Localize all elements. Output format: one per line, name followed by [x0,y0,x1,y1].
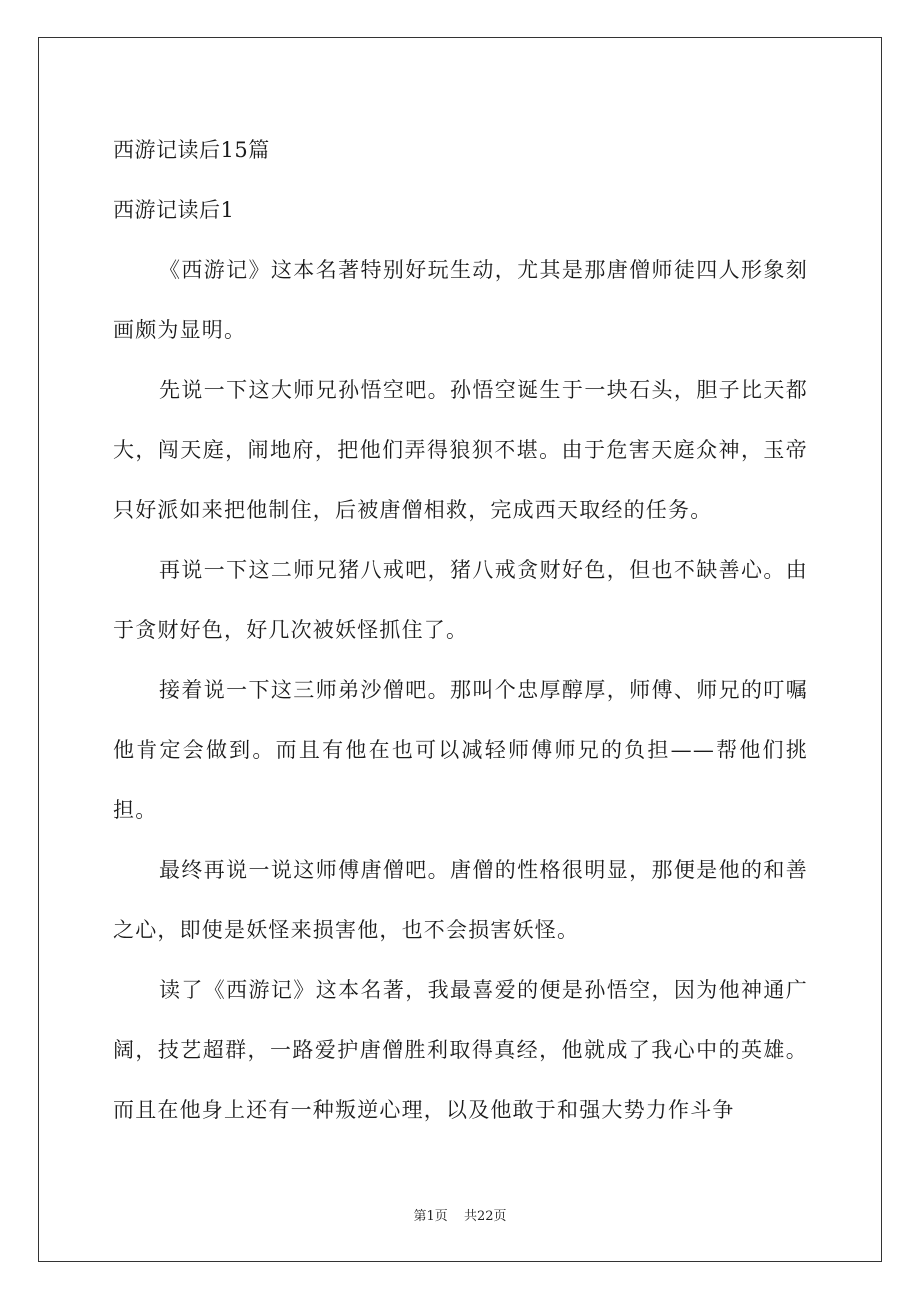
page-number: 第1页 [413,1209,448,1224]
paragraph-zhu-bajie: 再说一下这二师兄猪八戒吧，猪八戒贪财好色，但也不缺善心。由于贪财好色，好几次被妖怪抓住了。 [113,558,808,642]
section-heading: 西游记读后1 [113,198,235,222]
paragraph-tang-seng: 最终再说一说这师傅唐僧吧。唐僧的性格很明显，那便是他的和善之心，即使是妖怪来损害他，也不会损害妖怪。 [113,858,808,942]
document-title: 西游记读后15篇 [113,138,270,162]
document-body [113,120,808,1140]
paragraph-sha-seng: 接着说一下这三师弟沙僧吧。那叫个忠厚醇厚，师傅、师兄的叮嘱他肯定会做到。而且有他在也可以减轻师傅师兄的负担——帮他们挑担。 [113,678,808,822]
paragraph-conclusion: 读了《西游记》这本名著，我最喜爱的便是孙悟空，因为他神通广阔，技艺超群，一路爱护唐僧胜利取得真经，他就成了我心中的英雄。而且在他身上还有一种叛逆心理，以及他敢于和强大势力作斗争 [113,978,808,1122]
total-pages: 共22页 [463,1209,507,1224]
paragraph-sun-wukong: 先说一下这大师兄孙悟空吧。孙悟空诞生于一块石头，胆子比天都大，闯天庭，闹地府，把他们弄得狼狈不堪。由于危害天庭众神，玉帝只好派如来把他制住，后被唐僧相救，完成西天取经的任务。 [113,378,808,522]
page-footer [0,1205,920,1224]
paragraph-intro: 《西游记》这本名著特别好玩生动，尤其是那唐僧师徒四人形象刻画颇为显明。 [113,258,808,342]
